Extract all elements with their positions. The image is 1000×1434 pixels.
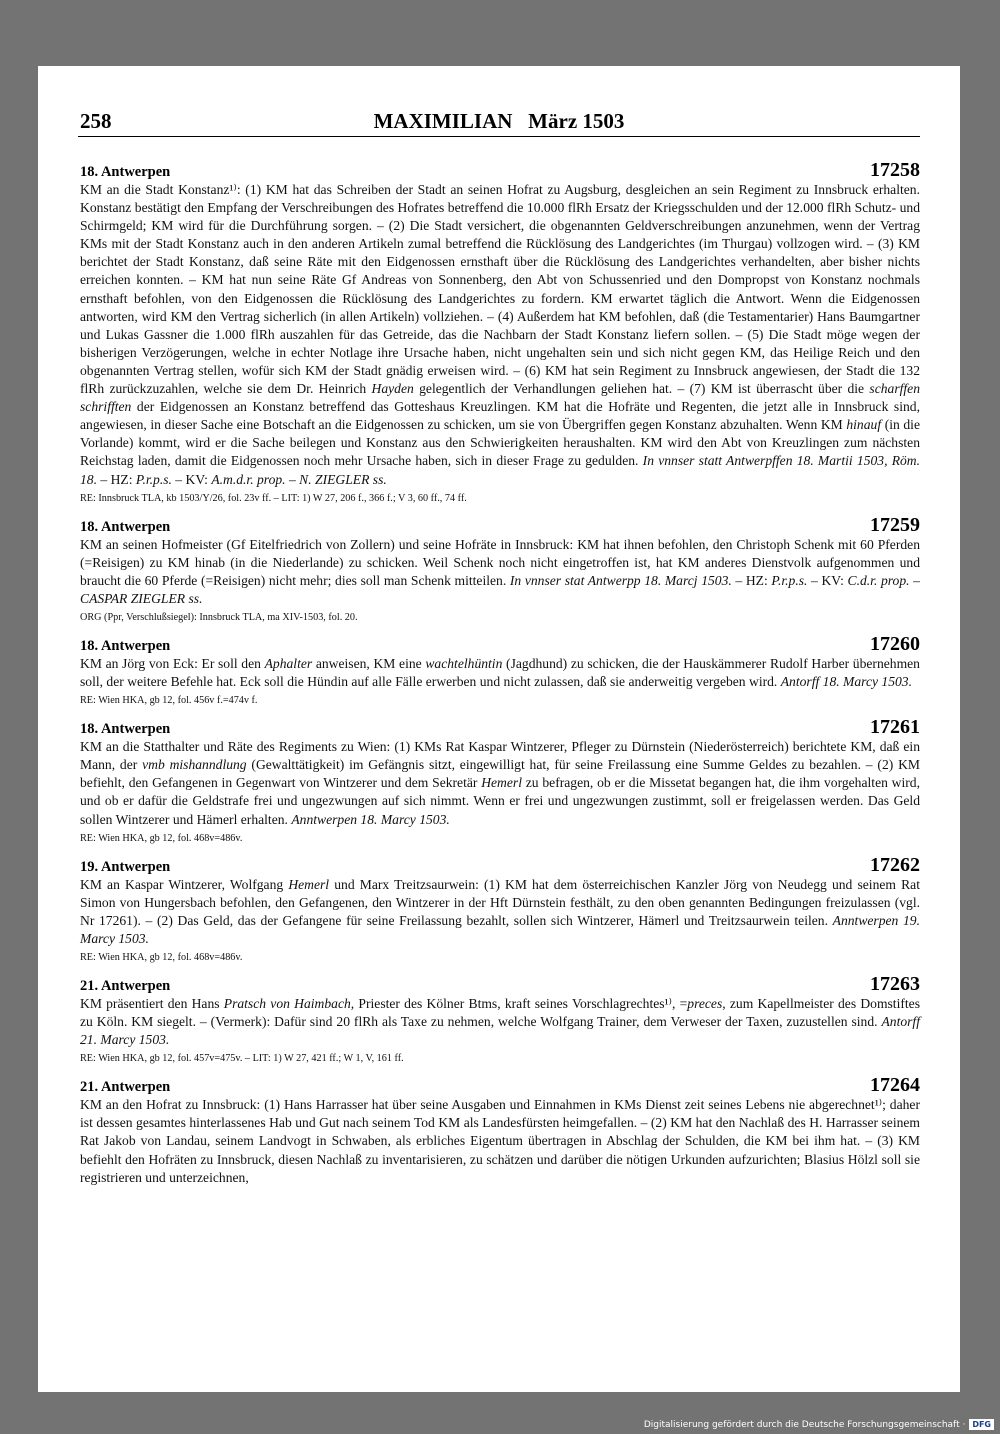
entry-text [80, 738, 920, 828]
italic-run: In vnnser statt Antwerpffen 18. Martii 1503, Röm. 18. [80, 453, 921, 487]
italic-run: A.m.d.r. prop. – N. ZIEGLER ss. [211, 471, 387, 487]
text-run: zum Kapellmeister des Domstiftes zu Köln. KM siegelt. – (Vermerk): Dafür sind 20 flRh als Taxe zu nehmen, welche Wolfgang Trainer, dem Verweser der Taxen, zuzustellen sind. [80, 996, 920, 1030]
text-run: Priester des Kölner Btms, kraft seines Vorschlagrechtes¹⁾, = [354, 996, 688, 1011]
text-run: KM an Kaspar Wintzerer, Wolfgang [80, 876, 289, 892]
entry-text [80, 181, 920, 489]
entry-17262 [80, 853, 920, 965]
text-run: – HZ: [731, 572, 772, 588]
text-run: – KV: [807, 572, 848, 588]
page-header [78, 106, 920, 137]
entry-source: RE: Innsbruck TLA, kb 1503/Y/26, fol. 23v ff. – LIT: 1) W 27, 206 f., 366 f.; V 3, 60 ff., 74 ff. [80, 492, 467, 504]
text-run: (in die Vorlande) kommt, wird er die Sache beilegen und Konstanz aus den Schwierigkeiten heraushalten. KM wird den Abt von Kreuzlingen zum nächsten Reichstag laden, damit die Eidgenossen noch mehr Ursache haben, sich in dieser Frage zu gedulden. [80, 417, 920, 469]
italic-run: Anntwerpen 18. Marcy 1503. [291, 811, 450, 827]
italic-run: Anntwerpen 19. Marcy 1503. [80, 912, 920, 946]
page-number: 258 [80, 109, 112, 133]
entry-text [80, 995, 920, 1049]
italic-run: P.r.p.s. [135, 471, 172, 487]
entry-heading [80, 716, 920, 739]
italic-run: Hayden [371, 381, 414, 397]
text-run: KM an die Statthalter und Räte des Regiments zu Wien: (1) KMs Rat Kaspar Wintzerer, Pfleger zu Dürnstein (Niederösterreich) berichtete KM, daß ein Mann, der [80, 739, 920, 773]
italic-run: C.d.r. prop. – CASPAR ZIEGLER ss. [80, 572, 920, 606]
text-run: KM präsentiert den Hans [80, 996, 224, 1011]
entry-17264 [80, 1074, 920, 1186]
entry-number: 17260 [870, 632, 920, 655]
text-run: der Eidgenossen an Konstanz betreffend das Gotteshaus Kreuzlingen. KM hat die Hofräte und Regenten, die jetzt alle in Innsbruck sind, angewiesen, in dieser Sache eine Botschaft an die Eidgenossen zu schicken, um sie von Übergriffen gegen Konstanz abzuhalten. Wenn KM [80, 399, 920, 433]
entry-source: RE: Wien HKA, gb 12, fol. 457v=475v. – LIT: 1) W 27, 421 ff.; W 1, V, 161 ff. [80, 1053, 404, 1065]
entry-source: RE: Wien HKA, gb 12, fol. 456v f.=474v f. [80, 695, 258, 707]
entry-17261 [80, 716, 920, 845]
entry-heading [80, 973, 920, 995]
footer-text: Digitalisierung gefördert durch die Deutsche Forschungsgemeinschaft · [643, 1419, 966, 1430]
entry-source: ORG (Ppr, Verschlußsiegel): Innsbruck TLA, ma XIV-1503, fol. 20. [80, 611, 358, 623]
italic-run: scharffen schrifften [80, 381, 920, 415]
entry-heading [80, 1074, 920, 1097]
document-page [38, 66, 960, 1392]
entry-number: 17263 [870, 973, 920, 995]
italic-run: Antorff 21. Marcy 1503. [80, 1014, 920, 1048]
italic-run: P.r.p.s. [771, 572, 808, 588]
entry-number: 17259 [870, 513, 920, 536]
entry-heading [80, 632, 920, 655]
entries-list [80, 159, 921, 1198]
entry-date: 18. Antwerpen [80, 637, 171, 654]
entry-heading [80, 853, 920, 876]
entry-text [80, 876, 920, 948]
entry-heading [80, 159, 920, 181]
text-run: KM an seinen Hofmeister (Gf Eitelfriedrich von Zollern) und seine Hofräte in Innsbruck: KM hat ihnen befohlen, den Christoph Schenk mit 60 Pferden (=Reisigen) zu KM hinab (in die Niederlande) zu schicken. Weil Schenk noch nicht eingetroffen ist, hat KM anderes Dienstvolk aufgenommen und braucht die 60 Pferde (=Reisigen) nicht mehr; dies soll man Schenk mitteilen. [80, 536, 920, 588]
italic-run: Hemerl [481, 775, 522, 791]
italic-run: Aphalter [264, 655, 313, 671]
text-run: anweisen, KM eine [312, 655, 426, 671]
text-run: und Marx Treitzsaurwein: (1) KM hat dem österreichischen Kanzler Jörg von Neudegg und seinem Rat Simon von Hungersbach befohlen, den Gefangenen, den Wintzerer in der Hft Dürnstein festhält, zu den oben genannten Bedingungen freizulassen (vgl. Nr 17261). – (2) Das Geld, das der Gefangene für seine Freilassung bezahlt, sollen sich Wintzerer, Hämerl und Treitzsaurwein teilen. [80, 876, 920, 928]
italic-run: In vnnser stat Antwerpp 18. Marcj 1503. [509, 572, 732, 588]
digitization-footer [644, 1419, 994, 1430]
text-run: KM an Jörg von Eck: Er soll den [80, 655, 265, 671]
entry-heading [80, 513, 920, 536]
entry-number: 17262 [870, 853, 920, 876]
entry-date: 18. Antwerpen [80, 164, 171, 180]
entry-source: RE: Wien HKA, gb 12, fol. 468v=486v. [80, 952, 243, 963]
text-run: (Jagdhund) zu schicken, die der Hauskämmerer Rudolf Harber übernehmen soll, der weitere Befehle hat. Eck soll die Hündin auf alle Fälle erwerben und nicht zulassen, daß sie anderweitig vergeben wird. [80, 655, 920, 690]
text-run: – HZ: [97, 471, 136, 487]
entry-text [80, 536, 920, 608]
entry-source: RE: Wien HKA, gb 12, fol. 468v=486v. [80, 832, 243, 844]
entry-number: 17264 [870, 1074, 920, 1097]
text-run: KM an die Stadt Konstanz¹⁾: (1) KM hat das Schreiben der Stadt an seinen Hofrat zu Augsburg, desgleichen an sein Regiment zu Innsbruck erhalten. Konstanz bestätigt den Empfang der Verschreibungen des Hofrates betreffend die 10.000 flRh Ersatz der Kriegsschulden und der 12.000 flRh Schutz- und Schirmgeld; KM wird für die Durchführung sorgen. – (2) Die Stadt versichert, die obgenannten Geldverschreibungen anzunehmen, wenn der Vertrag KMs mit der Stadt Konstanz auch in den anderen Artikeln zumal betreffend die Rücklösung des Landgerichtes (im Thurgau) vollzogen wird. – (3) KM berichtet der Stadt Konstanz, daß seine Räte mit den Eidgenossen ernsthaft über die Rücklösung des Landgerichtes verhandelten, aber bisher nichts erreichen konnten. – KM hat nun seine Räte Gf Andreas von Sonnenberg, den Abt von Schussenried und den Dompropst von Konstanz nochmals ernsthaft befohlen, von den Eidgenossen die Rücklösung des Landgerichtes zu fordern. KM erwartet täglich die Antwort. Wenn die Eidgenossen antworten, wird KM den Vertrag sicherlich (in allen Artikeln) vollziehen. – (4) Außerdem hat KM befohlen, daß (die Testamentarier) Hans Baumgartner und Lukas Gassner die 1.000 flRh auszahlen für das Getreide, das die Nachbarn der Stadt Konstanz liefern sollen. – (5) Die Stadt möge wegen der bisherigen Verzögerungen, welche in echter Notlage ihre Ursache haben, nicht ungehalten sein und sich nicht gegen KM, das Heilige Reich und den obgenannten Vertrag stellen, wofür sich KM der Stadt gnädig erweisen wird. – (6) KM hat sein Regiment zu Innsbruck angewiesen, der Stadt die 132 flRh zurückzuzahlen, welche sie dem Dr. Heinrich [80, 182, 920, 397]
entry-date: 21. Antwerpen [80, 1079, 171, 1096]
text-run: KM an den Hofrat zu Innsbruck: (1) Hans Harrasser hat über seine Ausgaben und Einnahmen in KMs Dienst zeit seines Lebens nie abgerechnet¹⁾; daher ist dessen gesamtes hinterlassenes Hab und Gut nach seinem Tod KM als Landesfürsten heimgefallen. – (2) KM hat den Nachlaß des H. Harrasser seinem Rat Jakob von Landau, seinem Landvogt in Schwaben, als erbliches Eigentum übertragen in Abschlag der Schulden, die KM bei ihm hat. – (3) KM befiehlt den Hofräten zu Innsbruck, diesen Nachlaß zu inventarisieren, zu schätzen und darüber die nötigen Urkunden aufzurichten; Blasius Hölzl soll sie registrieren und unterzeichnen, [80, 1097, 920, 1185]
text-run: zu befragen, ob er die Missetat begangen hat, die ihm vorgehalten wird, und ob er dafür die Geldstrafe frei und ungezwungen auf sich nimmt. Wenn er frei und ungezwungen zustimmt, soll er freigelassen werden. Das Geld sollen Wintzerer und Hämerl erhalten. [80, 775, 920, 827]
running-title: MAXIMILIAN März 1503 [373, 109, 625, 133]
dfg-logo: DFG [969, 1419, 994, 1430]
text-run: gelegentlich der Verhandlungen geliehen hat. – (7) KM ist überrascht über die [413, 381, 870, 397]
entry-17263 [80, 973, 920, 1066]
italic-run: preces, [687, 996, 726, 1011]
entry-17258 [80, 159, 921, 506]
entry-17259 [80, 513, 920, 625]
italic-run: Hemerl [288, 876, 330, 892]
entry-text [80, 655, 920, 691]
entry-date: 19. Antwerpen [80, 858, 171, 875]
entry-number: 17261 [870, 716, 920, 739]
text-run: (Gewalttätigkeit) im Gefängnis sitzt, eingewilligt hat, für seine Freilassung eine Summe Geldes zu bezahlen. – (2) KM befiehlt, den Gefangenen in Gegenwart von Wintzerer und dem Sekretär [80, 757, 920, 791]
text-run: – KV: [171, 471, 212, 487]
italic-run: hinauf [846, 417, 882, 433]
entry-date: 18. Antwerpen [80, 721, 171, 738]
italic-run: wachtelhüntin [425, 655, 503, 671]
italic-run: vmb mishanndlung [142, 757, 247, 773]
italic-run: Pratsch von Haimbach, [223, 996, 355, 1011]
entry-date: 21. Antwerpen [80, 978, 171, 994]
entry-17260 [80, 632, 920, 708]
entry-number: 17258 [870, 159, 920, 181]
italic-run: Antorff 18. Marcy 1503. [780, 674, 912, 690]
entry-date: 18. Antwerpen [80, 518, 171, 535]
entry-text [80, 1096, 920, 1186]
